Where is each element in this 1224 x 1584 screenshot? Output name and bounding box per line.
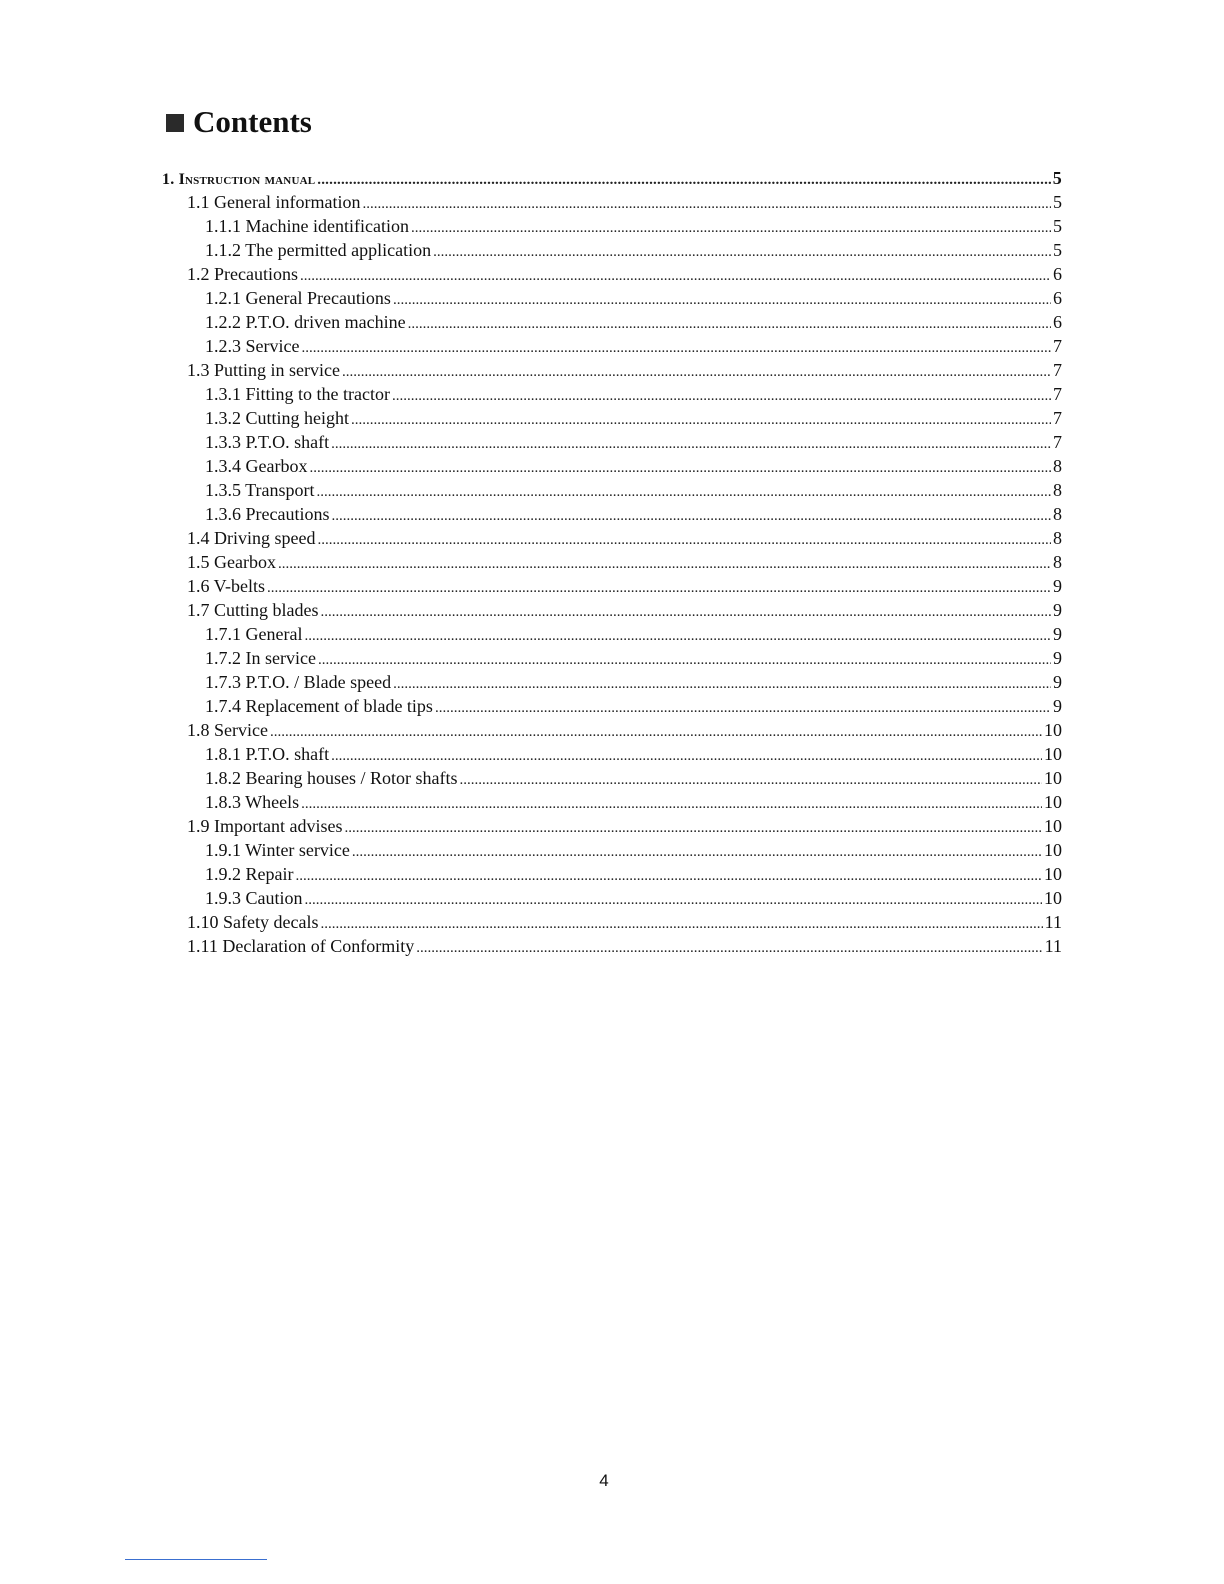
- toc-entry[interactable]: [162, 646, 1062, 670]
- toc-entry-title: 1.4 Driving speed: [187, 528, 316, 548]
- toc-entry-title: 1.7.4 Replacement of blade tips: [205, 696, 433, 716]
- toc-dot-leader: [317, 168, 1051, 192]
- toc-entry[interactable]: [162, 550, 1062, 574]
- toc-dot-leader: [270, 720, 1042, 744]
- toc-dot-leader: [344, 816, 1042, 840]
- toc-entry-title: 1.3 Putting in service: [187, 360, 340, 380]
- toc-entry[interactable]: [162, 382, 1062, 406]
- toc-entry-title: 1.1 General information: [187, 192, 361, 212]
- toc-entry[interactable]: [162, 934, 1062, 958]
- toc-entry[interactable]: [162, 886, 1062, 910]
- toc-entry-page: 7: [1053, 336, 1062, 356]
- toc-dot-leader: [392, 384, 1051, 408]
- toc-entry-title: 1.1.1 Machine identification: [205, 216, 409, 236]
- toc-entry-title: 1.7.3 P.T.O. / Blade speed: [205, 672, 392, 692]
- toc-entry-title: 1.7.1 General: [205, 624, 303, 644]
- toc-entry-page: 5: [1053, 240, 1062, 260]
- toc-entry-page: 10: [1044, 864, 1062, 884]
- toc-entry-page: 6: [1053, 264, 1062, 284]
- toc-entry-page: 9: [1053, 696, 1062, 716]
- toc-entry-page: 9: [1053, 624, 1062, 644]
- toc-entry-page: 10: [1044, 840, 1062, 860]
- toc-entry-title: 1.9 Important advises: [187, 816, 343, 836]
- toc-entry[interactable]: [162, 430, 1062, 454]
- toc-dot-leader: [317, 528, 1051, 552]
- toc-dot-leader: [342, 360, 1051, 384]
- toc-entry[interactable]: [162, 214, 1062, 238]
- toc-dot-leader: [321, 600, 1052, 624]
- toc-entry-title: 1.3.2 Cutting height: [205, 408, 349, 428]
- toc-dot-leader: [278, 552, 1051, 576]
- toc-entry-page: 10: [1044, 768, 1062, 788]
- toc-entry[interactable]: [162, 838, 1062, 862]
- toc-entry-page: 5: [1053, 192, 1062, 212]
- toc-entry-title: 1.1.2 The permitted application: [205, 240, 432, 260]
- toc-entry-title: 1.11 Declaration of Conformity: [187, 936, 415, 956]
- toc-entry-page: 10: [1044, 792, 1062, 812]
- page-title: [166, 100, 312, 144]
- toc-entry-page: 8: [1053, 456, 1062, 476]
- toc-dot-leader: [433, 240, 1051, 264]
- toc-dot-leader: [301, 792, 1042, 816]
- toc-entry-page: 10: [1044, 816, 1062, 836]
- toc-entry-page: 6: [1053, 288, 1062, 308]
- toc-entry-title: 1.2.1 General Precautions: [205, 288, 391, 308]
- toc-entry-title: 1.8.2 Bearing houses / Rotor shafts: [205, 768, 458, 788]
- toc-entry-title: 1.8.3 Wheels: [205, 792, 300, 812]
- toc-entry-page: 11: [1044, 912, 1062, 932]
- toc-dot-leader: [416, 936, 1042, 960]
- toc-dot-leader: [393, 672, 1051, 696]
- toc-dot-leader: [352, 840, 1042, 864]
- toc-dot-leader: [305, 888, 1043, 912]
- toc-entry-title: 1.3.3 P.T.O. shaft: [205, 432, 330, 452]
- toc-entry[interactable]: [162, 670, 1062, 694]
- toc-entry-title: 1.9.3 Caution: [205, 888, 303, 908]
- toc-entry-page: 8: [1053, 504, 1062, 524]
- toc-entry-title: 1.3.1 Fitting to the tractor: [205, 384, 390, 404]
- toc-dot-leader: [320, 912, 1042, 936]
- toc-entry[interactable]: [162, 262, 1062, 286]
- toc-entry[interactable]: [162, 502, 1062, 526]
- toc-entry-title: 1.5 Gearbox: [187, 552, 276, 572]
- toc-entry[interactable]: [162, 574, 1062, 598]
- toc-entry-page: 7: [1053, 408, 1062, 428]
- toc-entry-page: 7: [1053, 432, 1062, 452]
- toc-entry-title: 1.2.3 Service: [205, 336, 300, 356]
- toc-entry-page: 8: [1053, 552, 1062, 572]
- toc-entry[interactable]: [162, 406, 1062, 430]
- toc-dot-leader: [300, 264, 1051, 288]
- toc-entry-title: 1.6 V-belts: [187, 576, 266, 596]
- toc-entry-page: 8: [1053, 480, 1062, 500]
- toc-entry[interactable]: [162, 526, 1062, 550]
- toc-entry[interactable]: [162, 478, 1062, 502]
- toc-dot-leader: [331, 432, 1051, 456]
- toc-dot-leader: [317, 480, 1051, 504]
- toc-entry-page: 9: [1053, 576, 1062, 596]
- toc-dot-leader: [408, 312, 1051, 336]
- toc-entry-page: 10: [1044, 720, 1062, 740]
- toc-entry-page: 10: [1044, 744, 1062, 764]
- toc-entry[interactable]: [162, 790, 1062, 814]
- toc-entry[interactable]: [162, 742, 1062, 766]
- toc-entry-page: 9: [1053, 600, 1062, 620]
- toc-entry-page: 7: [1053, 360, 1062, 380]
- toc-dot-leader: [411, 216, 1051, 240]
- toc-entry[interactable]: [162, 622, 1062, 646]
- page-title-text: Contents: [193, 104, 312, 139]
- toc-entry-title: 1. Instruction manual: [162, 171, 316, 188]
- toc-entry[interactable]: [162, 238, 1062, 262]
- toc-entry[interactable]: [162, 598, 1062, 622]
- toc-entry-title: 1.9.2 Repair: [205, 864, 294, 884]
- toc-entry-page: 9: [1053, 648, 1062, 668]
- toc-entry[interactable]: [162, 766, 1062, 790]
- toc-entry[interactable]: [162, 814, 1062, 838]
- toc-entry[interactable]: [162, 190, 1062, 214]
- toc-entry-page: 10: [1044, 888, 1062, 908]
- toc-dot-leader: [295, 864, 1042, 888]
- toc-dot-leader: [362, 192, 1051, 216]
- toc-entry[interactable]: [162, 862, 1062, 886]
- toc-dot-leader: [393, 288, 1051, 312]
- toc-entry-page: 5: [1052, 168, 1062, 188]
- toc-entry[interactable]: [162, 718, 1062, 742]
- page-number: 4: [599, 1471, 609, 1490]
- toc-dot-leader: [331, 744, 1042, 768]
- toc-entry[interactable]: [162, 358, 1062, 382]
- toc-entry-title: 1.7.2 In service: [205, 648, 316, 668]
- toc-entry-title: 1.10 Safety decals: [187, 912, 319, 932]
- toc-entry-title: 1.3.6 Precautions: [205, 504, 330, 524]
- toc-dot-leader: [459, 768, 1042, 792]
- toc-dot-leader: [267, 576, 1051, 600]
- toc-dot-leader: [331, 504, 1051, 528]
- toc-entry-page: 9: [1053, 672, 1062, 692]
- toc-entry-title: 1.8.1 P.T.O. shaft: [205, 744, 330, 764]
- toc-entry[interactable]: [162, 310, 1062, 334]
- toc-entry[interactable]: [162, 286, 1062, 310]
- toc-entry-title: 1.9.1 Winter service: [205, 840, 350, 860]
- toc-entry-page: 8: [1053, 528, 1062, 548]
- toc-dot-leader: [304, 624, 1051, 648]
- square-bullet-icon: [166, 114, 184, 132]
- toc-dot-leader: [301, 336, 1051, 360]
- toc-entry[interactable]: [162, 454, 1062, 478]
- toc-entry[interactable]: [162, 334, 1062, 358]
- toc-entry-title: 1.3.4 Gearbox: [205, 456, 308, 476]
- toc-entry-title: 1.2 Precautions: [187, 264, 298, 284]
- toc-entry-page: 11: [1044, 936, 1062, 956]
- footnote-rule: [125, 1559, 267, 1560]
- toc-entry-title: 1.2.2 P.T.O. driven machine: [205, 312, 406, 332]
- table-of-contents: [162, 166, 1062, 958]
- toc-entry-page: 7: [1053, 384, 1062, 404]
- toc-entry[interactable]: [162, 166, 1062, 190]
- toc-entry[interactable]: [162, 694, 1062, 718]
- toc-dot-leader: [309, 456, 1051, 480]
- toc-dot-leader: [318, 648, 1051, 672]
- toc-entry-title: 1.7 Cutting blades: [187, 600, 319, 620]
- toc-dot-leader: [351, 408, 1051, 432]
- toc-entry-page: 6: [1053, 312, 1062, 332]
- toc-dot-leader: [435, 696, 1051, 720]
- toc-entry[interactable]: [162, 910, 1062, 934]
- toc-entry-title: 1.8 Service: [187, 720, 268, 740]
- toc-entry-title: 1.3.5 Transport: [205, 480, 315, 500]
- toc-entry-page: 5: [1053, 216, 1062, 236]
